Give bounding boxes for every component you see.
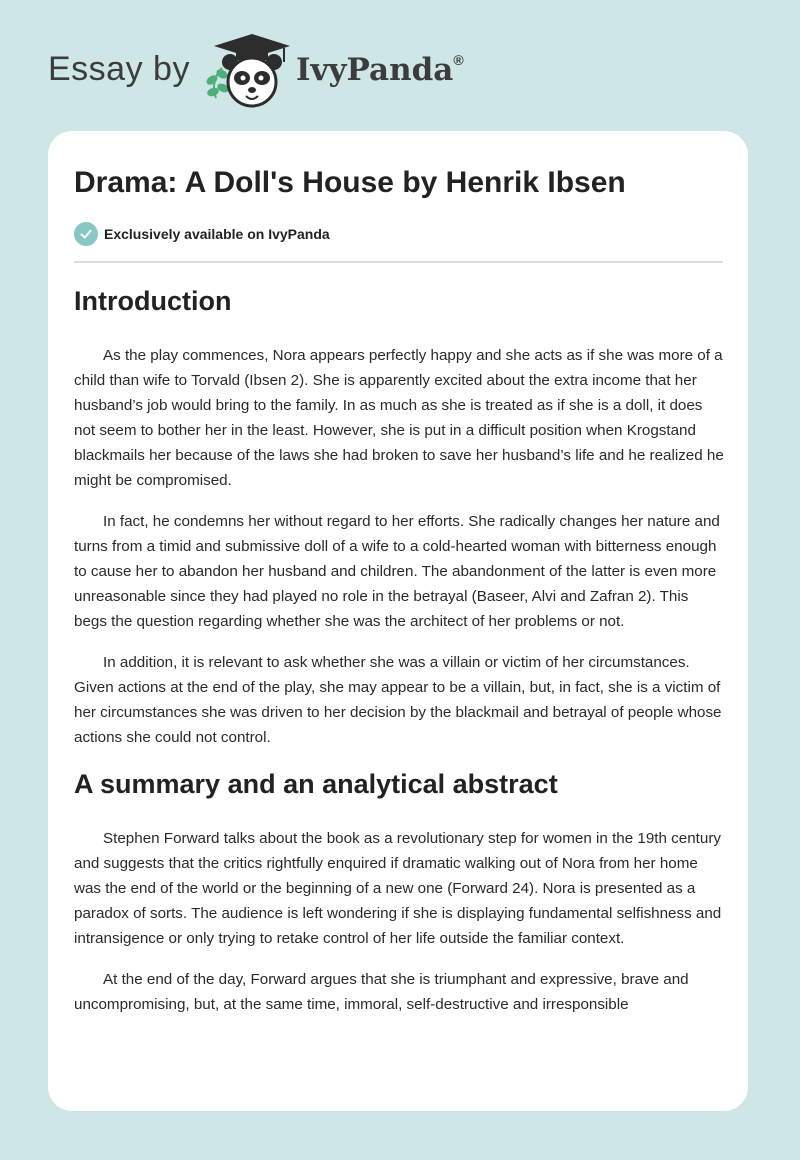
paragraph: Stephen Forward talks about the book as a revolutionary step for women in the 19th century and suggests that the critics rightfully enquired if dramatic walking out of Nora from her home was the end of the world or the beginning of a new one (Forward 24). Nora is presented as a paradox of sorts. The audience is left wondering if she is displaying fundamental selfishness and intransigence or only trying to retake control of her life outside the familiar context. — [74, 830, 722, 947]
panda-logo-icon — [202, 28, 294, 112]
paragraph: In fact, he condemns her without regard to her efforts. She radically changes her nature and turns from a timid and submissive doll of a wife to a cold-hearted woman with bitterness enough to cause her to abandon her husband and children. The abandonment of the latter is even more unreasonable since they had played no role in the betrayal (Baseer, Alvi and Zafran 2). This begs the question regarding whether she was the architect of her problems or not. — [74, 513, 720, 630]
essay-body — [74, 281, 724, 1017]
paragraph: As the play commences, Nora appears perfectly happy and she acts as if she was more of a child than wife to Torvald (Ibsen 2). She is apparently excited about the extra income that her husband’s job would bring to the family. In as much as she is treated as if she is a doll, it does not seem to bother her in the least. However, she is put in a difficult position when Krogstand blackmails her because of the laws she had broken to save her husband’s life and he realized he might be compromised. — [74, 347, 724, 489]
essay-by-label: Essay by — [48, 50, 190, 88]
paragraph: In addition, it is relevant to ask whether she was a villain or victim of her circumstances. Given actions at the end of the play, she may appear to be a villain, but, in fact, she is a victim of her circumstances she was driven to her decision by the blackmail and betrayal of people whose actions she could not control. — [74, 654, 722, 746]
section-heading-introduction: Introduction — [74, 286, 232, 316]
registered-mark: ® — [453, 51, 464, 68]
title-divider — [74, 261, 723, 263]
brand-name[interactable]: IvyPanda® — [296, 51, 464, 88]
leaf-icon — [205, 68, 230, 98]
site-header — [48, 28, 568, 112]
section-heading-summary: A summary and an analytical abstract — [74, 769, 558, 799]
check-circle-icon — [74, 222, 98, 246]
exclusive-badge — [74, 221, 330, 247]
essay-title: Drama: A Doll's House by Henrik Ibsen — [74, 166, 626, 199]
exclusive-label: Exclusively available on IvyPanda — [104, 226, 330, 242]
essay-card — [48, 131, 748, 1111]
paragraph: At the end of the day, Forward argues that she is triumphant and expressive, brave and uncompromising, but, at the same time, immoral, self-destructive and irresponsible — [74, 971, 689, 1013]
